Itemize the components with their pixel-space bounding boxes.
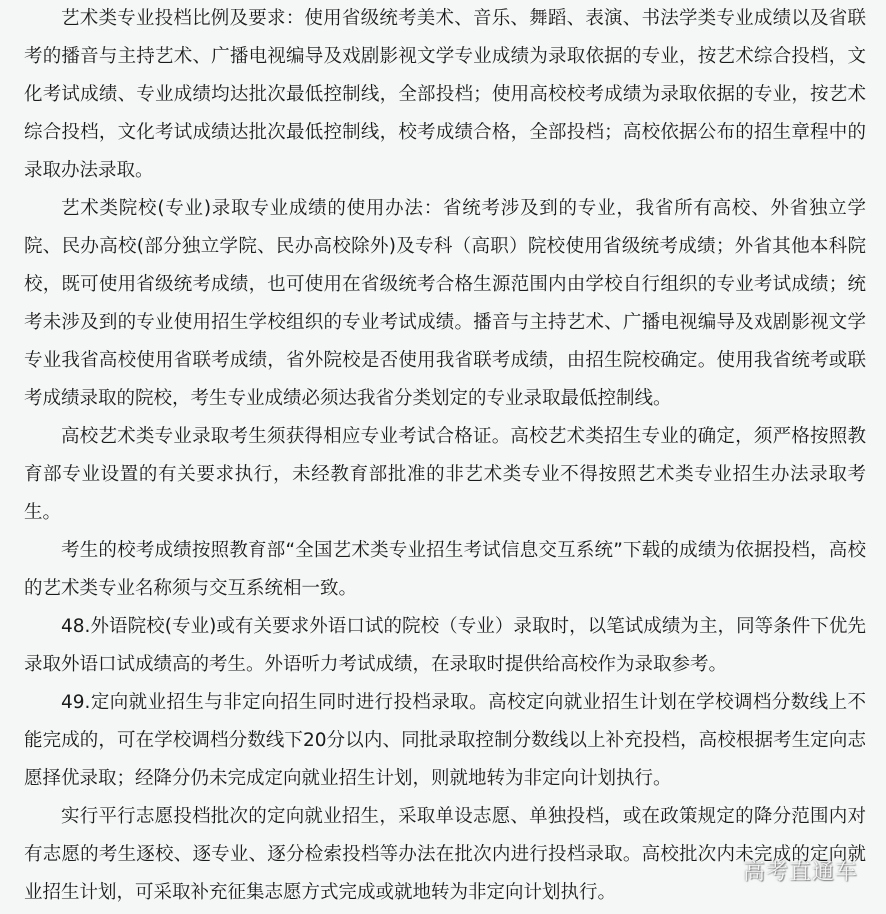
paragraph-art-score-usage: 艺术类院校(专业)录取专业成绩的使用办法：省统考涉及到的专业，我省所有高校、外省独立学院、民办高校(部分独立学院、民办高校除外)及专科（高职）院校使用省级统考成绩；外省其他本科院校，既可使用省级统考成绩，也可使用在省级统考合格生源范围内由学校自行组织的专业考试成绩；统考未涉及到的专业使用招生学校组织的专业考试成绩。播音与主持艺术、广播电视编导及戏剧影视文学专业我省高校使用省联考成绩，省外院校是否使用我省联考成绩，由招生院校确定。使用我省统考或联考成绩录取的院校，考生专业成绩必须达我省分类划定的专业录取最低控制线。 bbox=[24, 198, 866, 409]
watermark-logo-text: 高考直通车 bbox=[742, 860, 858, 885]
paragraph-school-exam-scores: 考生的校考成绩按照教育部“全国艺术类专业招生考试信息交互系统”下载的成绩为依据投档，高校的艺术类专业名称须与交互系统相一致。 bbox=[24, 540, 866, 599]
paragraph-parallel-volunteer-directed: 实行平行志愿投档批次的定向就业招生，采取单设志愿、单独投档，或在政策规定的降分范围内对有志愿的考生逐校、逐专业、逐分检索投档等办法在批次内进行投档录取。高校批次内未完成的定向就业招生计划，可采取补充征集志愿方式完成或就地转为非定向计划执行。 bbox=[24, 806, 866, 903]
paragraph-item-49-directed-employment: 49.定向就业招生与非定向招生同时进行投档录取。高校定向就业招生计划在学校调档分数线上不能完成的，可在学校调档分数线下20分以内、同批录取控制分数线以上补充投档，高校根据考生定向志愿择优录取；经降分仍未完成定向就业招生计划，则就地转为非定向计划执行。 bbox=[24, 692, 866, 789]
paragraph-art-certificate: 高校艺术类专业录取考生须获得相应专业考试合格证。高校艺术类招生专业的确定，须严格按照教育部专业设置的有关要求执行，未经教育部批准的非艺术类专业不得按照艺术类专业招生办法录取考生。 bbox=[24, 426, 866, 523]
paragraph-item-48-foreign-language: 48.外语院校(专业)或有关要求外语口试的院校（专业）录取时，以笔试成绩为主，同等条件下优先录取外语口试成绩高的考生。外语听力考试成绩，在录取时提供给高校作为录取参考。 bbox=[24, 616, 866, 675]
paragraph-art-admission-ratio: 艺术类专业投档比例及要求：使用省级统考美术、音乐、舞蹈、表演、书法学类专业成绩以及省联考的播音与主持艺术、广播电视编导及戏剧影视文学专业成绩为录取依据的专业，按艺术综合投档，文化考试成绩、专业成绩均达批次最低控制线，全部投档；使用高校校考成绩为录取依据的专业，按艺术综合投档，文化考试成绩达批次最低控制线，校考成绩合格，全部投档；高校依据公布的招生章程中的录取办法录取。 bbox=[24, 8, 866, 181]
article-body bbox=[24, 0, 866, 912]
